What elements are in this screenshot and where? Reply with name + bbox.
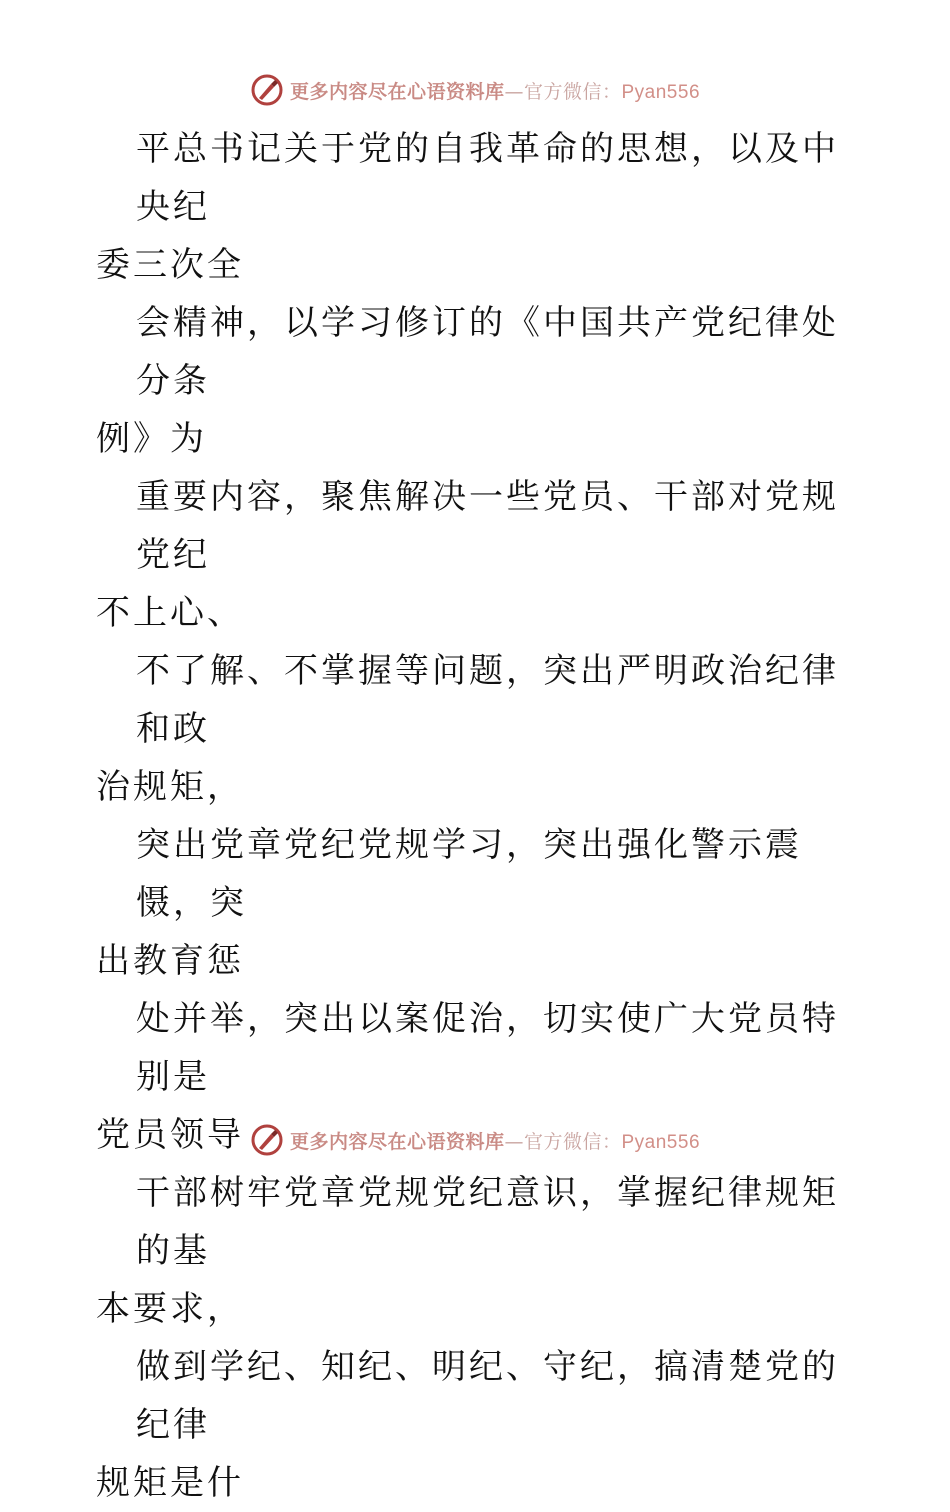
header-brand: 更多内容尽在心语资料库: [289, 80, 505, 103]
paragraph-line: 委三次全: [96, 245, 244, 285]
paragraph-line: 不上心、: [96, 593, 244, 633]
paragraph-line: 治规矩，: [96, 767, 244, 807]
footer-separator: —: [504, 1130, 524, 1153]
paragraph-2: [96, 294, 856, 468]
header-banner-text: [290, 77, 700, 104]
paragraph-1: [96, 120, 856, 294]
paragraph-line: 突出党章党纪党规学习，突出强化警示震慑，突: [136, 825, 802, 923]
pen-logo-icon: [250, 1123, 284, 1157]
paragraph-line: 会精神，以学习修订的《中国共产党纪律处分条: [136, 303, 839, 401]
header-wechat-label: 官方微信：: [523, 80, 622, 103]
footer-brand: 更多内容尽在心语资料库: [289, 1130, 505, 1153]
paragraph-5: [96, 816, 856, 990]
footer-wechat-label: 官方微信：: [523, 1130, 622, 1153]
pen-logo-icon: [250, 73, 284, 107]
footer-wechat-id: Pyan556: [621, 1131, 701, 1153]
footer-banner-text: [290, 1127, 700, 1154]
paragraph-line: 平总书记关于党的自我革命的思想，以及中央纪: [136, 129, 839, 227]
header-banner: [0, 70, 950, 110]
paragraph-line: 本要求，: [96, 1289, 244, 1329]
paragraph-7: [96, 1164, 856, 1338]
paragraph-8: [96, 1338, 856, 1512]
paragraph-line: 做到学纪、知纪、明纪、守纪，搞清楚党的纪律: [136, 1347, 839, 1445]
paragraph-3: [96, 468, 856, 642]
document-body: [96, 120, 856, 1512]
paragraph-line: 党员领导: [96, 1115, 244, 1155]
paragraph-line: 规矩是什: [96, 1463, 244, 1503]
paragraph-line: 重要内容，聚焦解决一些党员、干部对党规党纪: [136, 477, 839, 575]
header-wechat-id: Pyan556: [621, 81, 701, 103]
paragraph-4: [96, 642, 856, 816]
header-separator: —: [504, 80, 524, 103]
footer-banner: [0, 1120, 950, 1160]
paragraph-line: 不了解、不掌握等问题，突出严明政治纪律和政: [136, 651, 839, 749]
paragraph-line: 处并举，突出以案促治，切实使广大党员特别是: [136, 999, 839, 1097]
paragraph-line: 干部树牢党章党规党纪意识，掌握纪律规矩的基: [136, 1173, 839, 1271]
paragraph-line: 出教育惩: [96, 941, 244, 981]
paragraph-line: 例》为: [96, 419, 207, 459]
